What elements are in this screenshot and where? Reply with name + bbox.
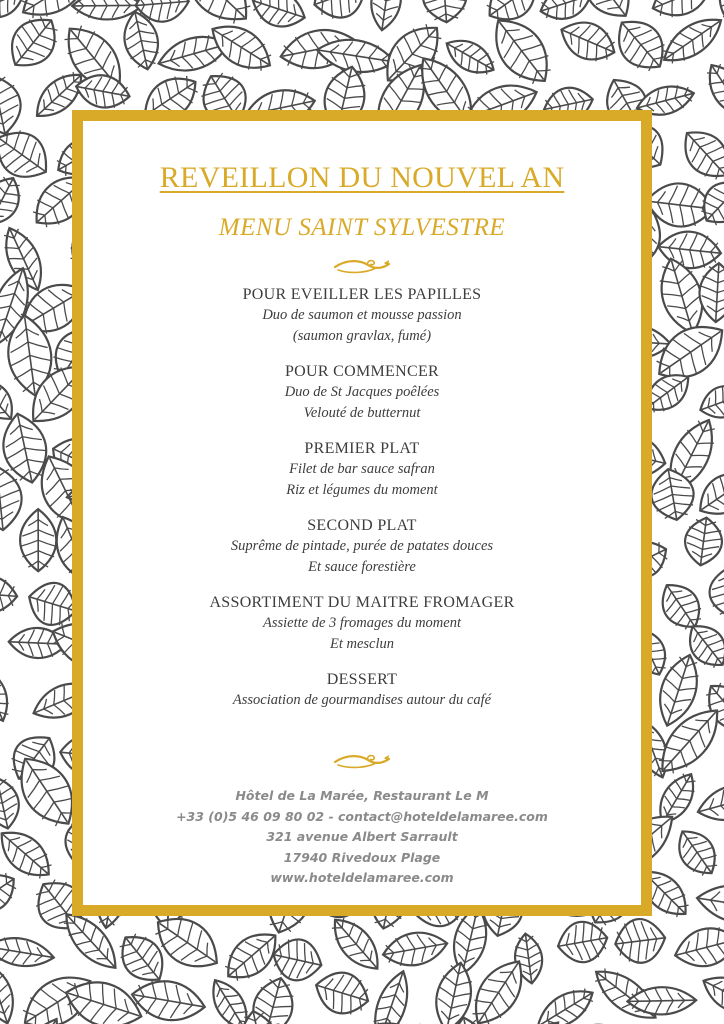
course-name: ASSORTIMENT DU MAITRE FROMAGER xyxy=(209,594,515,611)
leaf-shape xyxy=(367,0,404,32)
leaf-shape xyxy=(282,1020,351,1024)
page-title: REVEILLON DU NOUVEL AN xyxy=(159,161,565,194)
leaf-shape xyxy=(694,880,724,928)
course-dish: Riz et légumes du moment xyxy=(286,481,438,498)
course-dish: Duo de saumon et mousse passion xyxy=(262,307,462,323)
leaf-shape xyxy=(613,916,668,966)
restaurant-info xyxy=(83,786,641,889)
leaf-shape xyxy=(709,566,724,618)
menu-course xyxy=(83,670,641,711)
leaf-shape xyxy=(0,8,67,78)
leaf-shape xyxy=(0,575,18,614)
course-dish: Filet de bar sauce safran xyxy=(289,461,435,477)
leaf-shape xyxy=(695,379,724,424)
leaf-shape xyxy=(694,777,724,827)
menu-card xyxy=(83,121,641,905)
leaf-shape xyxy=(697,967,724,1023)
course-dish: Et mesclun xyxy=(329,635,395,652)
leaf-shape xyxy=(719,1016,724,1024)
menu-course xyxy=(83,593,641,654)
course-dish: Et sauce forestière xyxy=(308,558,416,575)
course-dish: Suprême de pintade, purée de patates douces xyxy=(230,538,494,554)
menu-subtitle: MENU SAINT SYLVESTRE xyxy=(218,214,506,241)
leaf-shape xyxy=(682,515,724,567)
leaf-shape xyxy=(609,1019,689,1024)
leaf-shape xyxy=(20,509,56,571)
website-link[interactable]: www.hoteldelamaree.com xyxy=(270,870,454,885)
leaf-shape xyxy=(0,933,56,971)
course-dish: Velouté de butternut xyxy=(303,404,421,421)
leaf-shape xyxy=(310,966,374,1021)
leaf-shape xyxy=(482,8,562,94)
leaf-shape xyxy=(0,170,28,232)
leaf-shape xyxy=(554,918,610,967)
course-name: POUR COMMENCER xyxy=(284,363,439,380)
leaf-shape xyxy=(0,960,21,1024)
leaf-shape xyxy=(0,661,16,726)
course-dish: Assiette de 3 fromages du moment xyxy=(262,615,461,631)
leaf-shape xyxy=(0,774,24,832)
flourish-icon xyxy=(332,255,392,277)
menu-courses xyxy=(83,285,641,727)
course-name: POUR EVEILLER LES PAPILLES xyxy=(242,286,482,303)
leaf-shape xyxy=(269,935,326,986)
menu-frame xyxy=(72,110,652,916)
street-address: 321 avenue Albert Sarrault xyxy=(266,829,458,844)
leaf-shape xyxy=(669,822,724,882)
contact-line[interactable]: +33 (0)5 46 09 80 02 - contact@hoteldelamaree.com xyxy=(176,808,548,824)
menu-course xyxy=(83,362,641,423)
course-name: DESSERT xyxy=(326,671,398,688)
menu-course xyxy=(83,285,641,346)
menu-course xyxy=(83,439,641,500)
leaf-shape xyxy=(421,0,468,24)
leaf-shape xyxy=(555,14,622,69)
leaf-shape xyxy=(307,0,373,25)
leaf-shape xyxy=(248,0,310,34)
leaf-shape xyxy=(656,9,724,71)
course-name: PREMIER PLAT xyxy=(304,440,420,457)
course-dish: (saumon gravlax, fumé) xyxy=(292,327,432,344)
city-address: 17940 Rivedoux Plage xyxy=(283,849,441,865)
leaf-shape xyxy=(606,9,675,80)
leaf-shape xyxy=(699,57,724,124)
flourish-icon xyxy=(332,750,392,772)
leaf-shape xyxy=(0,865,23,922)
hotel-name: Hôtel de La Marée, Restaurant Le M xyxy=(235,788,489,803)
leaf-shape xyxy=(671,921,724,973)
leaf-shape xyxy=(531,981,600,1024)
leaf-shape xyxy=(366,967,416,1024)
course-dish: Duo de St Jacques poêlées xyxy=(284,384,440,400)
course-name: SECOND PLAT xyxy=(307,517,417,534)
leaf-shape xyxy=(673,121,724,188)
leaf-shape xyxy=(380,928,450,971)
menu-course xyxy=(83,516,641,577)
course-dish: Association de gourmandises autour du café xyxy=(232,692,492,708)
leaf-shape xyxy=(0,71,26,138)
